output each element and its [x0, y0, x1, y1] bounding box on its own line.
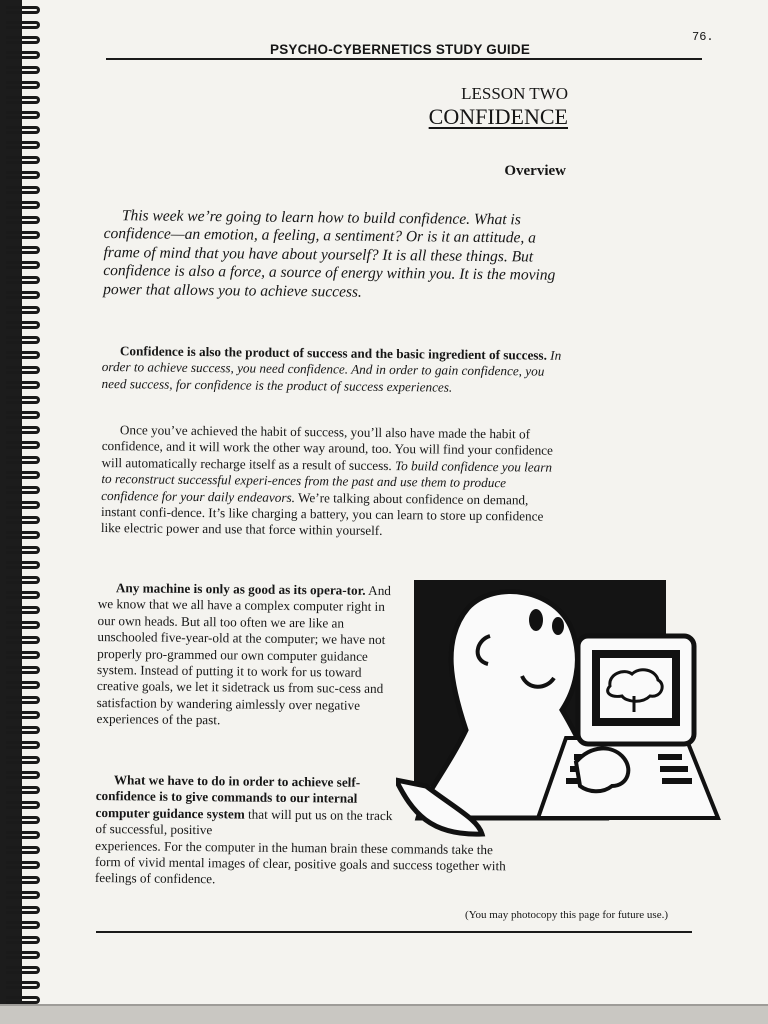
spiral-ring — [6, 711, 40, 719]
cartoon-figure-hand — [576, 748, 628, 791]
spiral-ring — [6, 306, 40, 314]
spiral-ring — [6, 426, 40, 434]
spiral-binding — [0, 0, 46, 1024]
spiral-ring — [6, 441, 40, 449]
spiral-ring — [6, 741, 40, 749]
spiral-ring — [6, 216, 40, 224]
spiral-ring — [6, 336, 40, 344]
spiral-ring — [6, 381, 40, 389]
paragraph-3-italic: To build confidence you learn to reconstruct successful experi-ences from the past and use them to produce confidence for your daily endeavors. — [101, 457, 553, 505]
spiral-ring — [6, 576, 40, 584]
spiral-ring — [6, 456, 40, 464]
spiral-ring — [6, 276, 40, 284]
lesson-title: CONFIDENCE — [428, 104, 568, 129]
spiral-ring — [6, 51, 40, 59]
cartoon-figure-at-computer-icon — [396, 580, 724, 838]
lesson-number: LESSON TWO — [461, 84, 568, 103]
spiral-ring — [6, 501, 40, 509]
spiral-ring — [6, 846, 40, 854]
spiral-ring — [6, 366, 40, 374]
spiral-ring — [6, 21, 40, 29]
paragraph-3-text-2: We’re talking about confidence on demand, instant confi-dence. It’s like charging a battery, you can learn to store up confidence like electric power and use that force within yourself. — [100, 489, 544, 539]
spiral-ring — [6, 246, 40, 254]
spiral-ring — [6, 981, 40, 989]
spiral-ring — [6, 591, 40, 599]
intro-paragraph — [103, 207, 560, 304]
spiral-ring — [6, 486, 40, 494]
spiral-ring — [6, 201, 40, 209]
spiral-ring — [6, 726, 40, 734]
paragraph-4-bold: Any machine is only as good as its opera-tor. — [115, 580, 366, 598]
header-rule — [106, 58, 702, 60]
spiral-ring — [6, 831, 40, 839]
spiral-ring — [6, 171, 40, 179]
spiral-ring — [6, 876, 40, 884]
spiral-ring — [6, 666, 40, 674]
cartoon-figure-eye-1 — [529, 609, 543, 631]
spiral-ring — [6, 156, 40, 164]
page-number: 76. — [692, 30, 714, 44]
section-heading: Overview — [504, 163, 566, 179]
page-edge — [0, 1006, 768, 1024]
spiral-ring — [6, 471, 40, 479]
footer-rule — [96, 931, 692, 933]
paragraph-2 — [101, 343, 563, 397]
spiral-ring — [6, 966, 40, 974]
spiral-ring — [6, 546, 40, 554]
cartoon-figure-eye-2 — [552, 617, 564, 635]
paragraph-2-bold: Confidence is also the product of success and the basic ingredient of success. — [119, 343, 548, 363]
spiral-ring — [6, 126, 40, 134]
spiral-ring — [6, 186, 40, 194]
spiral-ring — [6, 6, 40, 14]
spiral-ring — [6, 636, 40, 644]
spiral-ring — [6, 936, 40, 944]
spiral-ring — [6, 951, 40, 959]
paragraph-4-text: And we know that we all have a complex computer right in our own heads. But all too often we are like an unschooled five-year-old at the computer; we have not properly pro-grammed our own computer guidance system. Instead of putting it to work for us toward creative goals, we let it sidetrack us from suc-cess and satisfaction by wandering aimlessly over negative experiences of the past. — [96, 582, 392, 728]
spiral-ring — [6, 351, 40, 359]
spiral-ring — [6, 321, 40, 329]
spiral-ring — [6, 786, 40, 794]
spiral-ring — [6, 396, 40, 404]
paragraph-5-bold: What we have to do in order to achieve self-confidence is to give commands to our internal computer guidance system — [95, 772, 361, 822]
spiral-ring — [6, 96, 40, 104]
spiral-ring — [6, 816, 40, 824]
running-head: PSYCHO-CYBERNETICS STUDY GUIDE — [270, 42, 531, 57]
spiral-ring — [6, 291, 40, 299]
spiral-ring — [6, 66, 40, 74]
spiral-ring — [6, 996, 40, 1004]
spiral-ring — [6, 261, 40, 269]
spiral-ring — [6, 516, 40, 524]
spiral-ring — [6, 81, 40, 89]
spiral-ring — [6, 906, 40, 914]
intro-text: This week we’re going to learn how to build confidence. What is confidence—an emotion, a feeling, a sentiment? Or is it an attitude, a frame of mind that you have about yourself? It is all these things. But confidence is also a force, a source of energy within you. It is the moving power that allows you to achieve success. — [103, 207, 556, 301]
paragraph-5-text-1: that will put us on the track of successful, positive — [95, 806, 393, 838]
spiral-ring — [6, 696, 40, 704]
spiral-ring — [6, 111, 40, 119]
spiral-ring — [6, 921, 40, 929]
photocopy-note: (You may photocopy this page for future use.) — [465, 909, 668, 921]
spiral-ring — [6, 36, 40, 44]
spiral-ring — [6, 606, 40, 614]
spiral-ring — [6, 801, 40, 809]
spiral-ring — [6, 756, 40, 764]
spiral-ring — [6, 771, 40, 779]
spiral-ring — [6, 141, 40, 149]
paragraph-3-text-1: Once you’ve achieved the habit of success, you’ll also have made the habit of confidence, and it will work the other way around, too. You will find your confidence will automatically recharge itself as a result of success. — [101, 422, 554, 473]
spiral-ring — [6, 681, 40, 689]
paragraph-3 — [101, 422, 554, 542]
paragraph-4 — [96, 580, 398, 731]
spiral-ring — [6, 891, 40, 899]
spiral-ring — [6, 231, 40, 239]
paragraph-5-text-2: experiences. For the computer in the human brain these commands take the form of vivid mental images of clear, positive goals and success together with feelings of confidence. — [94, 837, 506, 887]
spiral-ring — [6, 561, 40, 569]
spiral-ring — [6, 411, 40, 419]
spiral-ring — [6, 651, 40, 659]
spiral-ring — [6, 861, 40, 869]
paragraph-2-italic: In order to achieve success, you need confidence. And in order to gain confidence, you need success, for confidence is the product of success experiences. — [101, 347, 562, 395]
spiral-ring — [6, 531, 40, 539]
spiral-ring — [6, 621, 40, 629]
spiral-binding-spine — [0, 0, 22, 1024]
